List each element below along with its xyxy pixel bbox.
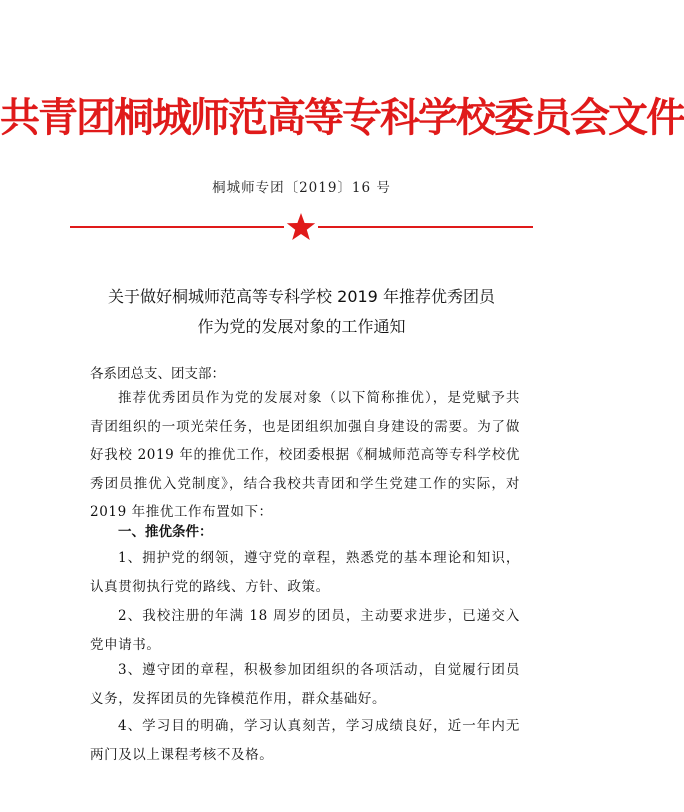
condition-item: 3、遵守团的章程，积极参加团组织的各项活动，自觉履行团员义务，发挥团员的先锋模范作用，群众基础好。 xyxy=(90,662,520,707)
section-heading: 一、推优条件： xyxy=(118,524,213,540)
notice-title-line-1: 关于做好桐城师范高等专科学校 2019 年推荐优秀团员 xyxy=(108,287,495,306)
document-number: 桐城师专团〔2019〕16 号 xyxy=(212,180,391,196)
salutation: 各系团总支、团支部： xyxy=(90,366,225,382)
condition-item: 1、拥护党的纲领，遵守党的章程，熟悉党的基本理论和知识，认真贯彻执行党的路线、方针、政策。 xyxy=(90,550,520,595)
masthead-title: 共青团桐城师范高等专科学校委员会文件 xyxy=(0,94,684,141)
intro-paragraph: 推荐优秀团员作为党的发展对象（以下简称推优），是党赋予共青团组织的一项光荣任务，也是团组织加强自身建设的需要。为了做好我校 2019 年的推优工作，校团委根据《桐城师范高等专科学校优秀团员推优入党制度》，结合我校共青团和学生党建工作的实际，对 2019 年推优工作布置如下： xyxy=(90,390,520,520)
red-rule-right xyxy=(318,226,533,228)
condition-item: 2、我校注册的年满 18 周岁的团员，主动要求进步，已递交入党申请书。 xyxy=(90,608,520,653)
red-rule-left xyxy=(70,226,284,228)
notice-title-line-2: 作为党的发展对象的工作通知 xyxy=(197,317,406,336)
red-star-icon xyxy=(285,211,317,243)
condition-item: 4、学习目的明确，学习认真刻苦，学习成绩良好，近一年内无两门及以上课程考核不及格。 xyxy=(90,718,520,763)
